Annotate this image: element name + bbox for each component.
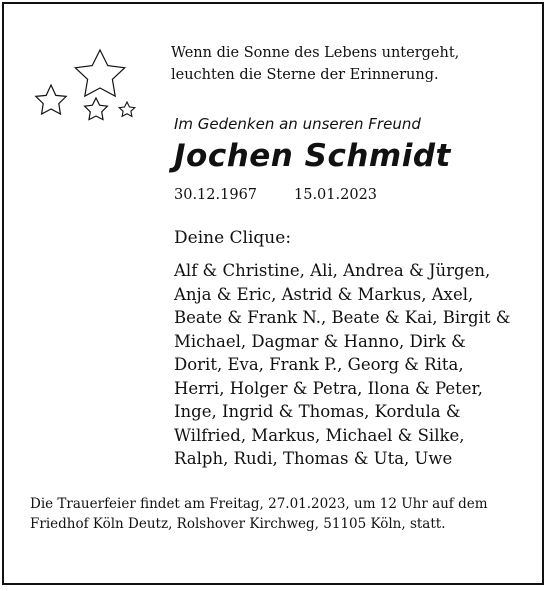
left-star-icon [36,85,66,114]
death-date: 15.01.2023 [294,187,378,203]
mourners-line: Wilfried, Markus, Michael & Silke, [174,425,465,445]
signature-heading: Deine Clique: [174,228,292,248]
middle-star-icon [85,98,108,120]
intro-text: Im Gedenken an unseren Freund [174,115,421,133]
funeral-info-line: Die Trauerfeier findet am Freitag, 27.01.2023, um 12 Uhr auf dem [30,496,488,512]
funeral-info-line: Friedhof Köln Deutz, Rolshover Kirchweg, 51105 Köln, statt. [30,516,446,532]
mourners-line: Michael, Dagmar & Hanno, Dirk & [174,331,466,351]
mourners-line: Anja & Eric, Astrid & Markus, Axel, [174,284,474,304]
mourners-line: Herri, Holger & Petra, Ilona & Peter, [174,378,483,398]
birth-date: 30.12.1967 [174,187,258,203]
motto-line: leuchten die Sterne der Erinnerung. [171,67,439,83]
small-star-icon [119,102,135,116]
mourners-line: Dorit, Eva, Frank P., Georg & Rita, [174,355,464,374]
stars-icon [32,48,142,130]
motto [171,42,511,86]
mourners-line: Alf & Christine, Ali, Andrea & Jürgen, [174,261,491,280]
large-star-icon [75,50,124,96]
mourners-line: Ralph, Rudi, Thomas & Uta, Uwe [174,449,453,468]
mourners-line: Beate & Frank N., Beate & Kai, Birgit & [174,308,511,327]
deceased-name: Jochen Schmidt [174,138,451,174]
mourners-list [174,259,534,471]
mourners-line: Inge, Ingrid & Thomas, Kordula & [174,402,461,421]
obituary-notice [2,2,544,585]
motto-line: Wenn die Sonne des Lebens untergeht, [171,45,460,61]
funeral-info [30,494,530,534]
